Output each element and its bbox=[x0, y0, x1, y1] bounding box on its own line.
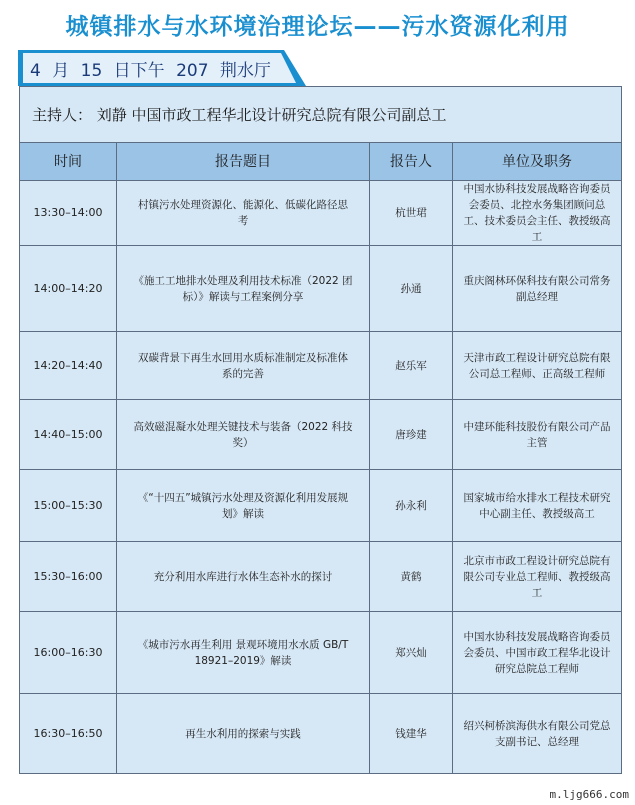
row-speaker: 唐珍建 bbox=[370, 400, 453, 470]
row-topic: 村镇污水处理资源化、能源化、低碳化路径思考 bbox=[117, 181, 370, 246]
table-row bbox=[20, 470, 622, 542]
row-topic: 充分利用水库进行水体生态补水的探讨 bbox=[117, 542, 370, 612]
row-topic: 《施工工地排水处理及利用技术标准（2022 团标）》解读与工程案例分享 bbox=[117, 246, 370, 332]
host-row bbox=[20, 87, 622, 143]
row-time: 16:00–16:30 bbox=[20, 612, 117, 694]
row-topic: 再生水利用的探索与实践 bbox=[117, 694, 370, 774]
header-time: 时间 bbox=[20, 143, 117, 181]
row-time: 14:20–14:40 bbox=[20, 332, 117, 400]
row-time: 13:30–14:00 bbox=[20, 181, 117, 246]
row-topic: 双碳背景下再生水回用水质标准制定及标准体系的完善 bbox=[117, 332, 370, 400]
header-speaker: 报告人 bbox=[370, 143, 453, 181]
row-time: 16:30–16:50 bbox=[20, 694, 117, 774]
row-topic: 高效磁混凝水处理关键技术与装备（2022 科技奖） bbox=[117, 400, 370, 470]
row-speaker: 孙通 bbox=[370, 246, 453, 332]
row-unit: 中建环能科技股份有限公司产品主管 bbox=[453, 400, 622, 470]
row-speaker: 赵乐军 bbox=[370, 332, 453, 400]
table-row bbox=[20, 246, 622, 332]
table-header-row bbox=[20, 143, 622, 181]
watermark: m.ljg666.com bbox=[549, 788, 629, 801]
page-title: 城镇排水与水环境治理论坛——污水资源化利用 bbox=[65, 14, 570, 40]
row-unit: 天津市政工程设计研究总院有限公司总工程师、正高级工程师 bbox=[453, 332, 622, 400]
session-banner bbox=[18, 50, 306, 86]
schedule-table bbox=[19, 86, 622, 774]
header-unit: 单位及职务 bbox=[453, 143, 622, 181]
row-topic: 《“十四五”城镇污水处理及资源化利用发展规划》解读 bbox=[117, 470, 370, 542]
table-row bbox=[20, 694, 622, 774]
table-row bbox=[20, 332, 622, 400]
row-speaker: 钱建华 bbox=[370, 694, 453, 774]
table-row bbox=[20, 542, 622, 612]
row-unit: 北京市市政工程设计研究总院有限公司专业总工程师、教授级高工 bbox=[453, 542, 622, 612]
row-unit: 国家城市给水排水工程技术研究中心副主任、教授级高工 bbox=[453, 470, 622, 542]
row-speaker: 郑兴灿 bbox=[370, 612, 453, 694]
host-info: 主持人： 刘静 中国市政工程华北设计研究总院有限公司副总工 bbox=[20, 87, 622, 143]
row-unit: 中国水协科技发展战略咨询委员会委员、中国市政工程华北设计研究总院总工程师 bbox=[453, 612, 622, 694]
row-time: 15:00–15:30 bbox=[20, 470, 117, 542]
row-speaker: 孙永利 bbox=[370, 470, 453, 542]
row-speaker: 杭世珺 bbox=[370, 181, 453, 246]
row-speaker: 黄鹤 bbox=[370, 542, 453, 612]
row-unit: 中国水协科技发展战略咨询委员会委员、北控水务集团顾问总工、技术委员会主任、教授级高工 bbox=[453, 181, 622, 246]
row-unit: 绍兴柯桥滨海供水有限公司党总支副书记、总经理 bbox=[453, 694, 622, 774]
table-row bbox=[20, 400, 622, 470]
row-topic: 《城市污水再生利用 景观环境用水水质 GB/T 18921–2019》解读 bbox=[117, 612, 370, 694]
session-info: 4 月 15 日下午 207 荆水厅 bbox=[30, 61, 271, 81]
header-topic: 报告题目 bbox=[117, 143, 370, 181]
table-row bbox=[20, 612, 622, 694]
row-time: 15:30–16:00 bbox=[20, 542, 117, 612]
row-time: 14:00–14:20 bbox=[20, 246, 117, 332]
row-time: 14:40–15:00 bbox=[20, 400, 117, 470]
row-unit: 重庆阁林环保科技有限公司常务副总经理 bbox=[453, 246, 622, 332]
table-row bbox=[20, 181, 622, 246]
